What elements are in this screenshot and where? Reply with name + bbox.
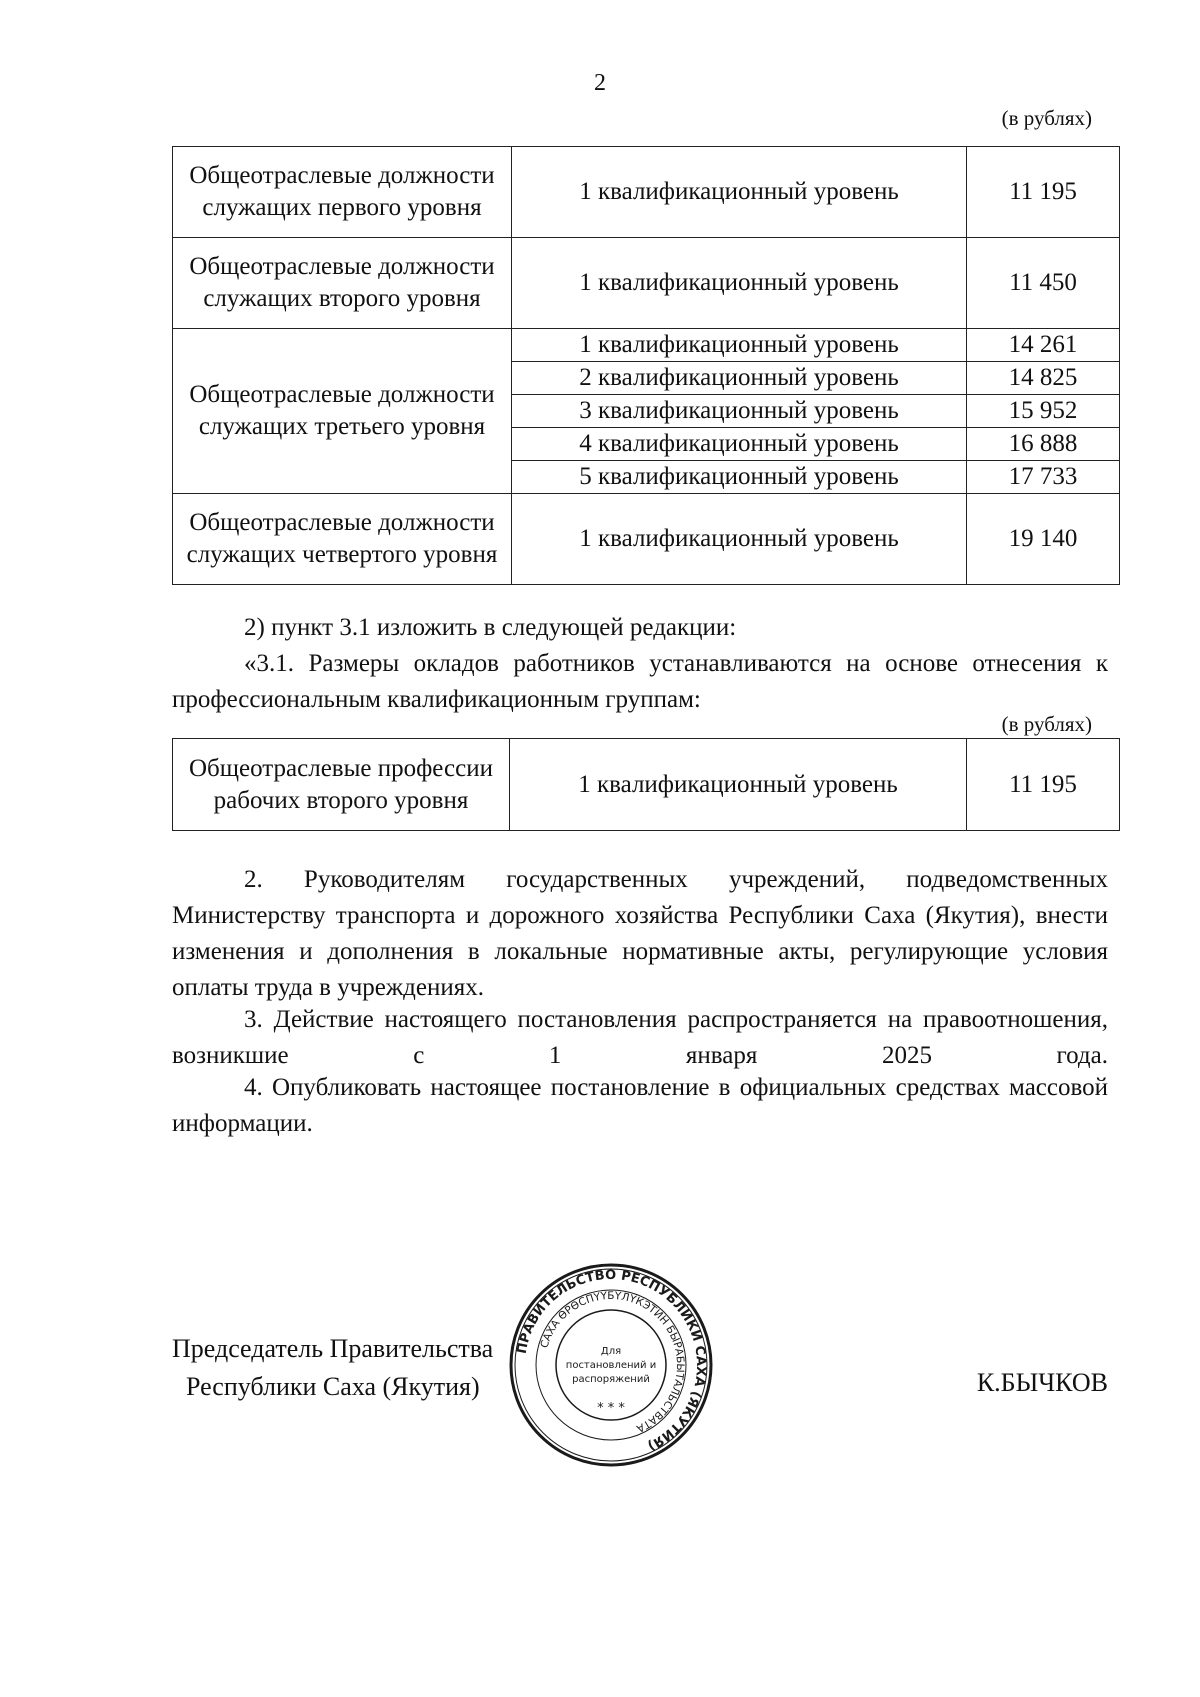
paragraph-point-3-1: «3.1. Размеры окладов работников устанавливаются на основе отнесения к профессиональным квалификационным группам: bbox=[172, 650, 1108, 713]
table-row bbox=[173, 147, 1120, 238]
group-name-cell: Общеотраслевые должности служащих второго уровня bbox=[173, 238, 512, 329]
table2-level-cell: 1 квалификационный уровень bbox=[510, 739, 967, 831]
salary-value-cell: 19 140 bbox=[967, 494, 1120, 585]
qualification-level-cell: 3 квалификационный уровень bbox=[512, 395, 967, 428]
paragraph-2: 2. Руководителям государственных учреждений, подведомственных Министерству транспорта и дорожного хозяйства Республики Саха (Якутия), внести изменения и дополнения в локальные нормативные акты, регулирующие условия оплаты труда в учреждениях. bbox=[172, 866, 1108, 1001]
table-row bbox=[173, 494, 1120, 585]
seal-center-line1: Для bbox=[600, 1346, 622, 1357]
qualification-level-cell: 4 квалификационный уровень bbox=[512, 428, 967, 461]
salary-table-workers bbox=[172, 738, 1120, 831]
qualification-level-cell: 1 квалификационный уровень bbox=[512, 329, 967, 362]
salary-value-cell: 16 888 bbox=[967, 428, 1120, 461]
signatory-name: К.БЫЧКОВ bbox=[976, 1368, 1108, 1397]
group-name-cell: Общеотраслевые должности служащих третьего уровня bbox=[173, 329, 512, 494]
seal-stars: * * * bbox=[597, 1401, 625, 1416]
paragraph-point-2: 2) пункт 3.1 изложить в следующей редакции: bbox=[244, 614, 737, 641]
salary-value-cell: 11 195 bbox=[967, 147, 1120, 238]
page-number: 2 bbox=[594, 70, 606, 96]
table2-value-cell: 11 195 bbox=[967, 739, 1120, 831]
signatory-title-line2: Республики Саха (Якутия) bbox=[186, 1372, 480, 1401]
table2-group-cell: Общеотраслевые профессии рабочих второго уровня bbox=[173, 739, 510, 831]
salary-value-cell: 14 825 bbox=[967, 362, 1120, 395]
table-row bbox=[173, 238, 1120, 329]
seal-center-line2: постановлений и bbox=[565, 1360, 657, 1371]
qualification-level-cell: 1 квалификационный уровень bbox=[512, 238, 967, 329]
salary-table-employees bbox=[172, 146, 1120, 585]
official-seal bbox=[508, 1262, 714, 1468]
unit-label-1: (в рублях) bbox=[1001, 106, 1092, 130]
qualification-level-cell: 5 квалификационный уровень bbox=[512, 461, 967, 494]
table-row bbox=[173, 329, 1120, 362]
qualification-level-cell: 2 квалификационный уровень bbox=[512, 362, 967, 395]
seal-outer-text: ПРАВИТЕЛЬСТВО РЕСПУБЛИКИ САХА (ЯКУТИЯ) bbox=[514, 1267, 709, 1454]
salary-value-cell: 17 733 bbox=[967, 461, 1120, 494]
signatory-title bbox=[172, 1330, 493, 1406]
unit-label-2: (в рублях) bbox=[1001, 712, 1092, 736]
salary-value-cell: 15 952 bbox=[967, 395, 1120, 428]
paragraph-3: 3. Действие настоящего постановления распространяется на правоотношения, возникшие с 1 января 2025 года. bbox=[172, 1006, 1108, 1069]
group-name-cell: Общеотраслевые должности служащих четвертого уровня bbox=[173, 494, 512, 585]
seal-center-line3: распоряжений bbox=[572, 1374, 650, 1385]
seal-inner-text: САХА ӨРӨСПYYБYЛYКЭТИН БЫРАБЫТАЛЬСТВАТА bbox=[538, 1289, 687, 1435]
salary-value-cell: 14 261 bbox=[967, 329, 1120, 362]
table-row bbox=[173, 739, 1120, 831]
qualification-level-cell: 1 квалификационный уровень bbox=[512, 147, 967, 238]
signatory-title-line1: Председатель Правительства bbox=[172, 1334, 494, 1363]
qualification-level-cell: 1 квалификационный уровень bbox=[512, 494, 967, 585]
paragraph-4: 4. Опубликовать настоящее постановление в официальных средствах массовой информации. bbox=[172, 1074, 1108, 1137]
group-name-cell: Общеотраслевые должности служащих первого уровня bbox=[173, 147, 512, 238]
salary-value-cell: 11 450 bbox=[967, 238, 1120, 329]
